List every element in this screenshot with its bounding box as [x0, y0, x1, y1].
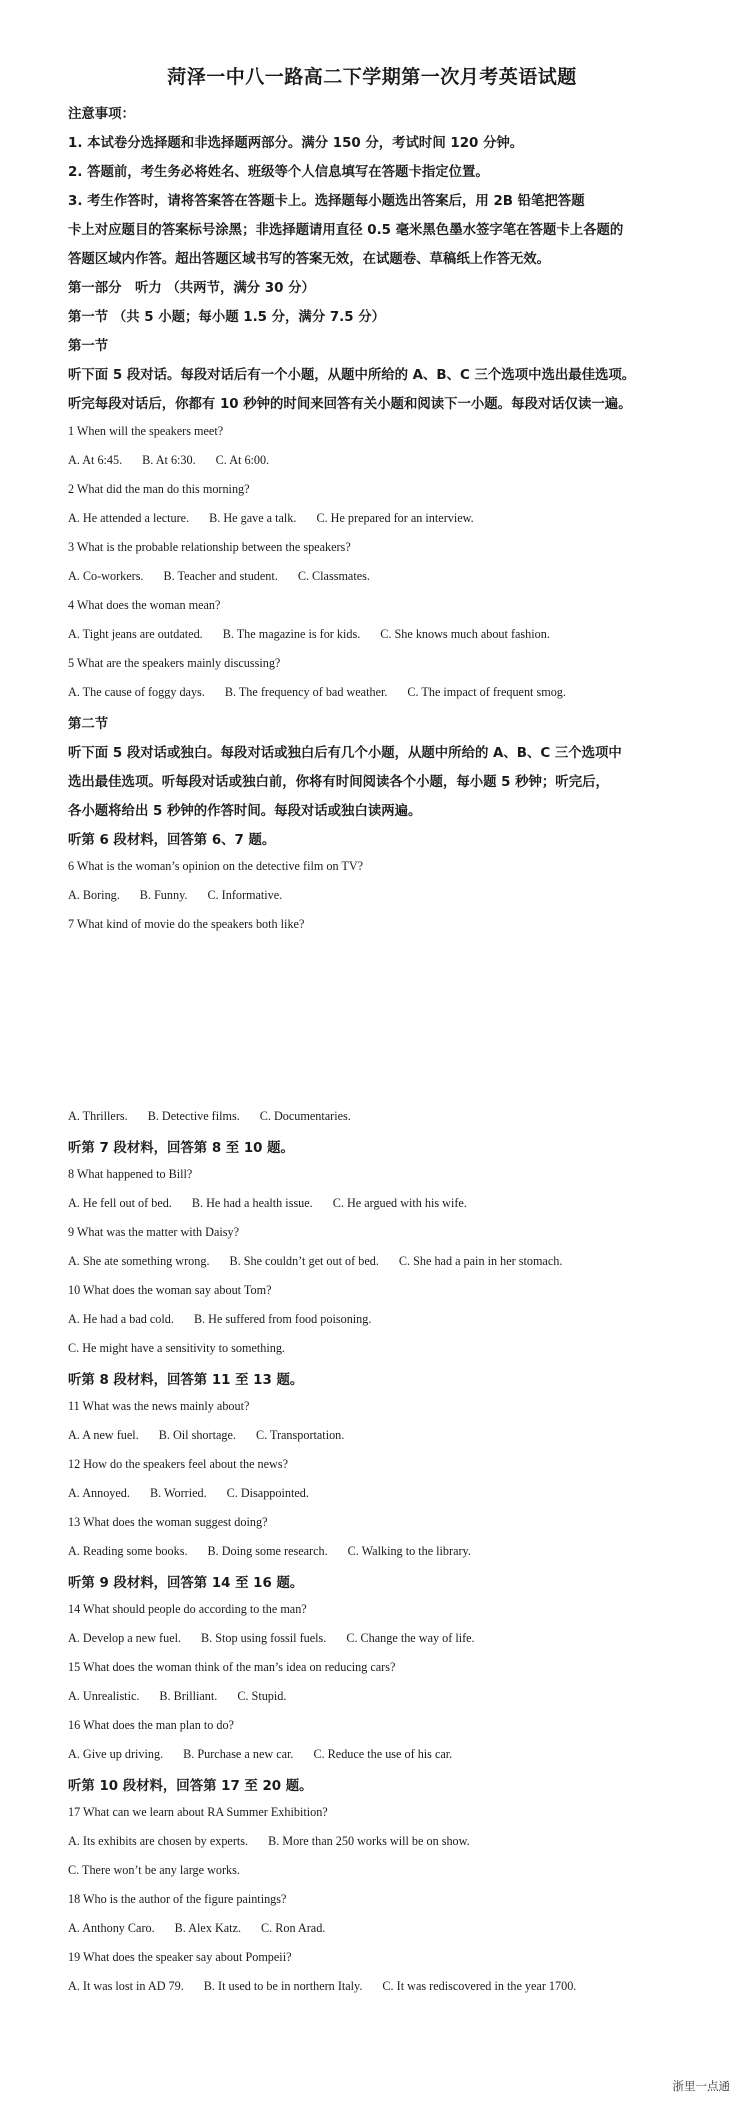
option-b: B. The frequency of bad weather.: [224, 685, 388, 699]
question-9-options: [68, 1254, 562, 1269]
option-a: A. He fell out of bed.: [68, 1196, 172, 1210]
question-12-stem: 12 How do the speakers feel about the news?: [68, 1457, 288, 1471]
option-b: B. She couldn’t get out of bed.: [229, 1254, 379, 1268]
option-a: A. He attended a lecture.: [68, 511, 190, 525]
group-6-heading: 听第 6 段材料，回答第 6、7 题。: [68, 833, 276, 848]
option-a: A. It was lost in AD 79.: [68, 1979, 184, 1993]
option-a: A. Boring.: [68, 888, 120, 902]
option-b: B. It used to be in northern Italy.: [203, 1979, 363, 1993]
question-10-stem: 10 What does the woman say about Tom?: [68, 1283, 272, 1297]
question-18-stem: 18 Who is the author of the figure paintings?: [68, 1892, 287, 1906]
question-17-options-ab: [68, 1834, 470, 1849]
question-6-options: [68, 888, 282, 903]
section2-instruction-line-3: 各小题将给出 5 秒钟的作答时间。每段对话或独白读两遍。: [68, 804, 422, 819]
option-b: B. Purchase a new car.: [183, 1747, 294, 1761]
group-8-heading: 听第 8 段材料，回答第 11 至 13 题。: [68, 1373, 304, 1388]
question-5-stem: 5 What are the speakers mainly discussing?: [68, 656, 281, 670]
section2-label: 第二节: [68, 717, 109, 732]
option-a: A. Develop a new fuel.: [68, 1631, 182, 1645]
question-11-options: [68, 1428, 344, 1443]
question-8-stem: 8 What happened to Bill?: [68, 1167, 193, 1181]
option-c: C. Change the way of life.: [346, 1631, 475, 1645]
question-19-options: [68, 1979, 576, 1994]
option-a: A. The cause of foggy days.: [68, 685, 205, 699]
option-c: C. Disappointed.: [226, 1486, 309, 1500]
option-c: C. He argued with his wife.: [332, 1196, 467, 1210]
question-15-options: [68, 1689, 286, 1704]
section2-instruction-line-2: 选出最佳选项。听每段对话或独白前，你将有时间阅读各个小题，每小题 5 秒钟；听完后，: [68, 775, 609, 790]
group-7-heading: 听第 7 段材料，回答第 8 至 10 题。: [68, 1141, 294, 1156]
option-a: A. She ate something wrong.: [68, 1254, 210, 1268]
option-c: C. Walking to the library.: [347, 1544, 471, 1558]
option-c: C. Stupid.: [237, 1689, 287, 1703]
option-b: B. Stop using fossil fuels.: [201, 1631, 327, 1645]
footer-watermark: 浙里一点通: [672, 2079, 730, 2093]
option-b: B. Worried.: [149, 1486, 207, 1500]
question-3-stem: 3 What is the probable relationship between the speakers?: [68, 540, 351, 554]
question-2-options: [68, 511, 474, 526]
option-b: B. He suffered from food poisoning.: [193, 1312, 372, 1326]
option-b: B. Brilliant.: [159, 1689, 218, 1703]
group-10-heading: 听第 10 段材料，回答第 17 至 20 题。: [68, 1779, 313, 1794]
option-a: A. At 6:45.: [68, 453, 123, 467]
option-c: C. Documentaries.: [259, 1109, 351, 1123]
part1-heading: 第一部分 听力 （共两节，满分 30 分）: [68, 281, 315, 296]
option-b: B. Doing some research.: [207, 1544, 328, 1558]
question-4-options: [68, 627, 550, 642]
option-b: B. More than 250 works will be on show.: [268, 1834, 470, 1848]
notice-item-3-line-2: 卡上对应题目的答案标号涂黑；非选择题请用直径 0.5 毫米黑色墨水签字笔在答题卡上各题的: [68, 223, 624, 238]
option-b: B. Detective films.: [147, 1109, 240, 1123]
option-a: A. Its exhibits are chosen by experts.: [68, 1834, 249, 1848]
section1-heading: 第一节 （共 5 小题；每小题 1.5 分，满分 7.5 分）: [68, 310, 386, 325]
option-a: A. Tight jeans are outdated.: [68, 627, 203, 641]
option-a: A. Co-workers.: [68, 569, 144, 583]
question-19-stem: 19 What does the speaker say about Pompeii?: [68, 1950, 292, 1964]
question-2-stem: 2 What did the man do this morning?: [68, 482, 250, 496]
question-12-options: [68, 1486, 309, 1501]
option-c: C. She knows much about fashion.: [380, 627, 550, 641]
question-3-options: [68, 569, 370, 584]
question-13-stem: 13 What does the woman suggest doing?: [68, 1515, 268, 1529]
notice-item-2: 2. 答题前，考生务必将姓名、班级等个人信息填写在答题卡指定位置。: [68, 165, 489, 180]
option-b: B. At 6:30.: [142, 453, 196, 467]
section1-label: 第一节: [68, 339, 109, 354]
question-11-stem: 11 What was the news mainly about?: [68, 1399, 250, 1413]
question-4-stem: 4 What does the woman mean?: [68, 598, 221, 612]
question-7-options: [68, 1109, 351, 1124]
option-c: C. The impact of frequent smog.: [407, 685, 566, 699]
question-17-stem: 17 What can we learn about RA Summer Exhibition?: [68, 1805, 328, 1819]
question-18-options: [68, 1921, 325, 1936]
option-a: A. Anthony Caro.: [68, 1921, 155, 1935]
question-17-option-c: C. There won’t be any large works.: [68, 1863, 240, 1877]
option-b: B. He had a health issue.: [191, 1196, 313, 1210]
section1-instruction-line-1: 听下面 5 段对话。每段对话后有一个小题，从题中所给的 A、B、C 三个选项中选出最佳选项。: [68, 368, 636, 383]
question-13-options: [68, 1544, 471, 1559]
option-c: C. At 6:00.: [215, 453, 270, 467]
option-a: A. Annoyed.: [68, 1486, 130, 1500]
question-8-options: [68, 1196, 467, 1211]
option-c: C. Classmates.: [297, 569, 370, 583]
option-b: B. He gave a talk.: [209, 511, 297, 525]
question-1-stem: 1 When will the speakers meet?: [68, 424, 224, 438]
notice-item-3-line-3: 答题区域内作答。超出答题区域书写的答案无效，在试题卷、草稿纸上作答无效。: [68, 252, 551, 267]
option-c: C. It was rediscovered in the year 1700.: [382, 1979, 577, 1993]
option-b: B. Oil shortage.: [158, 1428, 236, 1442]
question-7-stem: 7 What kind of movie do the speakers both like?: [68, 917, 305, 931]
option-c: C. She had a pain in her stomach.: [398, 1254, 563, 1268]
question-16-options: [68, 1747, 452, 1762]
page-title: 菏泽一中八一路高二下学期第一次月考英语试题: [167, 66, 577, 88]
question-1-options: [68, 453, 269, 468]
option-b: B. Teacher and student.: [163, 569, 278, 583]
option-a: A. Give up driving.: [68, 1747, 164, 1761]
option-a: A. Unrealistic.: [68, 1689, 140, 1703]
option-a: A. Thrillers.: [68, 1109, 128, 1123]
question-10-options-ab: [68, 1312, 371, 1327]
question-15-stem: 15 What does the woman think of the man’s idea on reducing cars?: [68, 1660, 396, 1674]
notice-item-1: 1. 本试卷分选择题和非选择题两部分。满分 150 分，考试时间 120 分钟。: [68, 136, 524, 151]
option-c: C. He prepared for an interview.: [316, 511, 474, 525]
option-a: A. Reading some books.: [68, 1544, 188, 1558]
question-9-stem: 9 What was the matter with Daisy?: [68, 1225, 240, 1239]
option-a: A. A new fuel.: [68, 1428, 139, 1442]
question-10-option-c: C. He might have a sensitivity to something.: [68, 1341, 285, 1355]
group-9-heading: 听第 9 段材料，回答第 14 至 16 题。: [68, 1576, 304, 1591]
option-b: B. Funny.: [139, 888, 188, 902]
question-16-stem: 16 What does the man plan to do?: [68, 1718, 234, 1732]
section1-instruction-line-2: 听完每段对话后，你都有 10 秒钟的时间来回答有关小题和阅读下一小题。每段对话仅读一遍。: [68, 397, 632, 412]
notice-item-3-line-1: 3. 考生作答时，请将答案答在答题卡上。选择题每小题选出答案后，用 2B 铅笔把答题: [68, 194, 585, 209]
section2-instruction-line-1: 听下面 5 段对话或独白。每段对话或独白后有几个小题，从题中所给的 A、B、C 三个选项中: [68, 746, 622, 761]
option-b: B. The magazine is for kids.: [222, 627, 361, 641]
option-c: C. Transportation.: [255, 1428, 345, 1442]
option-c: C. Reduce the use of his car.: [313, 1747, 453, 1761]
option-b: B. Alex Katz.: [174, 1921, 242, 1935]
question-6-stem: 6 What is the woman’s opinion on the detective film on TV?: [68, 859, 364, 873]
option-c: C. Ron Arad.: [261, 1921, 326, 1935]
question-14-stem: 14 What should people do according to the man?: [68, 1602, 307, 1616]
question-5-options: [68, 685, 566, 700]
option-c: C. Informative.: [207, 888, 283, 902]
option-a: A. He had a bad cold.: [68, 1312, 174, 1326]
question-14-options: [68, 1631, 475, 1646]
notice-heading: 注意事项：: [68, 107, 135, 122]
